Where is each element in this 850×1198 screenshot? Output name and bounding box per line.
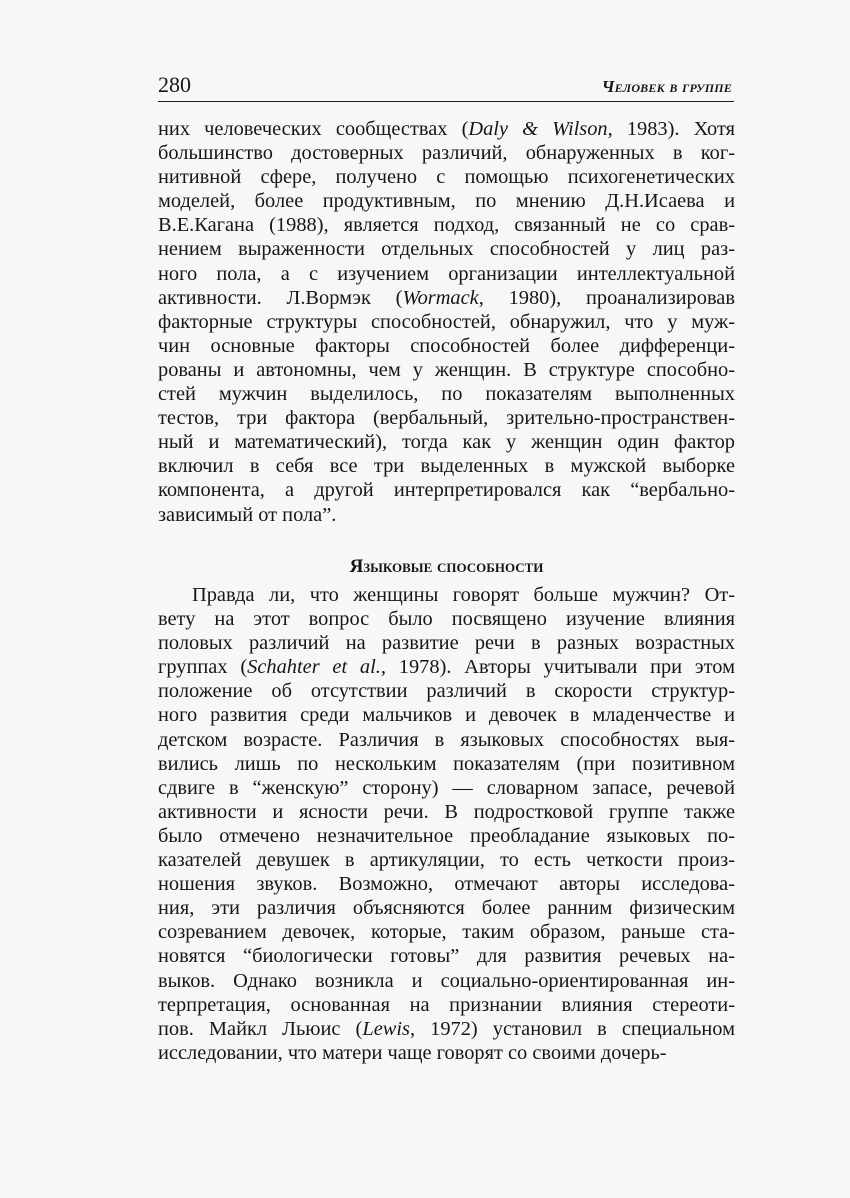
text-line bbox=[158, 993, 735, 1017]
text-run: факторные структуры способностей, обнаружил, что у муж- bbox=[158, 310, 735, 333]
text-line bbox=[158, 703, 735, 727]
text-run: вету на этот вопрос было посвящено изучение влияния bbox=[158, 608, 735, 631]
text-line bbox=[158, 583, 735, 607]
text-line bbox=[158, 382, 735, 406]
text-line bbox=[158, 334, 735, 358]
text-line bbox=[158, 358, 735, 382]
text-line bbox=[158, 430, 735, 454]
text-line bbox=[158, 141, 735, 165]
text-run: стей мужчин выделилось, по показателям выполненных bbox=[158, 383, 735, 406]
text-run: исследовании, что матери чаще говорят со своими дочерь- bbox=[158, 1041, 667, 1064]
text-line bbox=[158, 800, 735, 824]
text-run: включил в себя все три выделенных в мужской выборке bbox=[158, 455, 735, 478]
text-line bbox=[158, 679, 735, 703]
text-line bbox=[158, 286, 735, 310]
citation-author: Daly & Wilson bbox=[468, 118, 608, 140]
text-run: активности. Л.Вормэк ( bbox=[158, 286, 403, 309]
text-line bbox=[158, 213, 735, 237]
text-line bbox=[158, 1017, 735, 1041]
text-line bbox=[158, 631, 735, 655]
text-line bbox=[158, 1041, 735, 1065]
text-run: компонента, а другой интерпретировался как “вербально- bbox=[158, 479, 735, 502]
text-run: детском возрасте. Различия в языковых способностях выя- bbox=[158, 728, 735, 751]
text-run: положение об отсутствии различий в скорости структур- bbox=[158, 680, 735, 703]
text-run: рованы и автономны, чем у женщин. В структуре способно- bbox=[158, 358, 735, 381]
text-run: пов. Майкл Льюис ( bbox=[158, 1017, 363, 1040]
text-line bbox=[158, 752, 735, 776]
text-run: казателей девушек в артикуляции, то есть четкости произ- bbox=[158, 849, 735, 872]
text-run: нитивной сфере, получено с помощью психогенетических bbox=[158, 166, 735, 189]
text-run: сдвиге в “женскую” сторону) — словарном запасе, речевой bbox=[158, 776, 735, 799]
text-run: половых различий на развитие речи в разных возрастных bbox=[158, 632, 735, 655]
text-line bbox=[158, 478, 735, 502]
text-run: чин основные факторы способностей более дифференци- bbox=[158, 334, 735, 357]
text-run: В.Е.Кагана (1988), является подход, связанный не со срав- bbox=[158, 214, 735, 237]
section-heading-text: Языковые способности bbox=[349, 556, 544, 577]
text-run: ного развития среди мальчиков и девочек в младенчестве и bbox=[158, 704, 735, 727]
text-line bbox=[158, 503, 735, 527]
page-number: 280 bbox=[158, 72, 191, 97]
text-run: созреванием девочек, которые, таким образом, раньше ста- bbox=[158, 921, 735, 944]
text-line bbox=[158, 117, 735, 141]
text-line bbox=[158, 944, 735, 968]
citation-author: Lewis bbox=[362, 1017, 410, 1040]
text-line bbox=[158, 454, 735, 478]
text-run: зависимый от пола”. bbox=[158, 503, 337, 526]
paragraph-2 bbox=[158, 583, 735, 1065]
text-run: ния, эти различия объясняются более ранним физическим bbox=[158, 897, 735, 920]
text-line bbox=[158, 776, 735, 800]
section-heading bbox=[158, 555, 735, 579]
text-run: ный и математический), тогда как у женщин один фактор bbox=[158, 431, 735, 454]
text-run: группах ( bbox=[158, 656, 248, 679]
text-run: , 1972) установил в специальном bbox=[409, 1017, 735, 1040]
text-line bbox=[158, 406, 735, 430]
text-run: тестов, три фактора (вербальный, зрительно-пространствен- bbox=[158, 407, 735, 430]
text-run: нением выраженности отдельных способностей у лиц раз- bbox=[158, 238, 735, 261]
text-run: терпретация, основанная на признании влияния стереоти- bbox=[158, 993, 735, 1016]
text-line bbox=[158, 728, 735, 752]
text-run: новятся “биологически готовы” для развития речевых на- bbox=[158, 945, 735, 968]
text-run: , 1980), проанализировав bbox=[478, 286, 735, 309]
text-line bbox=[158, 969, 735, 993]
text-run: них человеческих сообществах ( bbox=[158, 118, 469, 140]
text-line bbox=[158, 848, 735, 872]
text-line bbox=[158, 872, 735, 896]
text-line bbox=[158, 237, 735, 261]
text-run: было отмечено незначительное преобладание языковых по- bbox=[158, 824, 735, 847]
text-run: Правда ли, что женщины говорят больше мужчин? От- bbox=[192, 584, 735, 606]
text-line bbox=[158, 189, 735, 213]
text-run: выков. Однако возникла и социально-ориентированная ин- bbox=[158, 969, 735, 992]
text-line bbox=[158, 920, 735, 944]
text-run: , 1978). Авторы учитывали при этом bbox=[380, 656, 735, 679]
citation-author: Wormack bbox=[402, 286, 479, 309]
text-run: вились лишь по нескольким показателям (при позитивном bbox=[158, 752, 735, 775]
text-line bbox=[158, 896, 735, 920]
text-run: ношения звуков. Возможно, отмечают авторы исследова- bbox=[158, 873, 735, 896]
text-line bbox=[158, 165, 735, 189]
text-line bbox=[158, 655, 735, 679]
citation-author: Schahter et al. bbox=[247, 656, 381, 679]
header-rule bbox=[158, 101, 734, 102]
text-line bbox=[158, 262, 735, 286]
text-line bbox=[158, 824, 735, 848]
text-run: моделей, более продуктивным, по мнению Д.Н.Исаева и bbox=[158, 190, 735, 213]
text-run: , 1983). Хотя bbox=[607, 118, 735, 140]
page-header bbox=[158, 66, 734, 106]
text-run: большинство достоверных различий, обнаруженных в ког- bbox=[158, 142, 735, 165]
text-run: активности и ясности речи. В подростковой группе также bbox=[158, 800, 735, 823]
paragraph-1 bbox=[158, 117, 735, 527]
running-title: Человек в группе bbox=[601, 77, 732, 96]
text-line bbox=[158, 310, 735, 334]
text-run: ного пола, а с изучением организации интеллектуальной bbox=[158, 262, 735, 285]
text-line bbox=[158, 607, 735, 631]
